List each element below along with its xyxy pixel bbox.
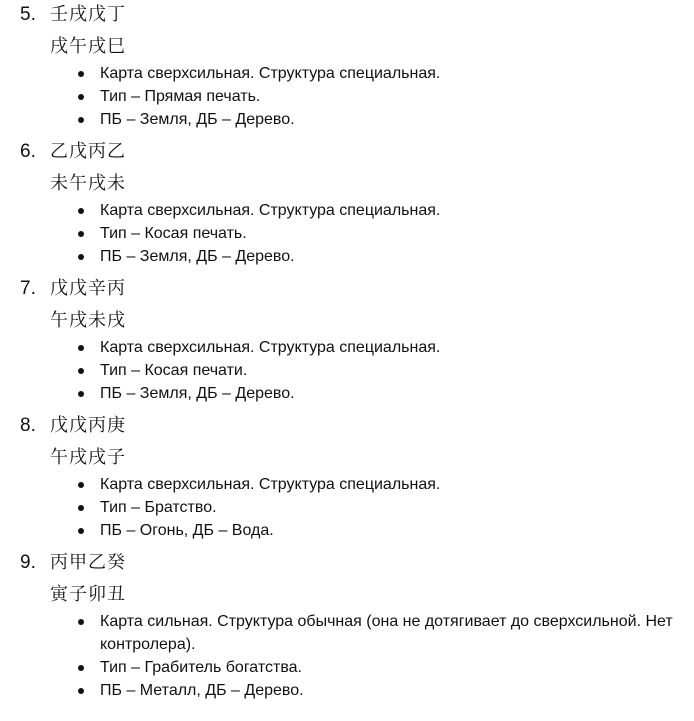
bullet-list bbox=[0, 610, 694, 702]
heavenly-stems: 戊戊丙庚 bbox=[50, 415, 126, 436]
entry-number: 7. bbox=[20, 278, 36, 299]
heavenly-stems: 丙甲乙癸 bbox=[50, 552, 126, 573]
list-item bbox=[0, 62, 694, 85]
entry-heading bbox=[20, 413, 126, 439]
entry-heading bbox=[20, 2, 126, 28]
list-item bbox=[0, 222, 694, 245]
list-item-text: ПБ – Металл, ДБ – Дерево. bbox=[100, 682, 304, 699]
chart-entry-7 bbox=[0, 274, 694, 411]
bullet-icon bbox=[78, 505, 84, 511]
list-item bbox=[0, 85, 694, 108]
bullet-icon bbox=[78, 345, 84, 351]
list-item bbox=[0, 519, 694, 542]
entry-number: 9. bbox=[20, 552, 36, 573]
list-item bbox=[0, 679, 694, 702]
earthly-branches: 未午戌未 bbox=[50, 173, 126, 194]
list-item bbox=[0, 496, 694, 519]
list-item-text: Карта сверхсильная. Структура специальная. bbox=[100, 202, 441, 219]
bullet-icon bbox=[78, 368, 84, 374]
chart-entry-5 bbox=[0, 0, 694, 137]
list-item-text: Карта сверхсильная. Структура специальная. bbox=[100, 476, 441, 493]
list-item bbox=[0, 199, 694, 222]
chart-entry-8 bbox=[0, 411, 694, 548]
list-item bbox=[0, 610, 694, 656]
bullet-icon bbox=[78, 94, 84, 100]
chart-entry-6 bbox=[0, 137, 694, 274]
bullet-icon bbox=[78, 391, 84, 397]
list-item bbox=[0, 359, 694, 382]
list-item bbox=[0, 245, 694, 268]
bullet-list bbox=[0, 336, 694, 405]
list-item-text: Тип – Косая печати. bbox=[100, 362, 248, 379]
list-item bbox=[0, 382, 694, 405]
bullet-icon bbox=[78, 619, 84, 625]
list-item bbox=[0, 108, 694, 131]
bullet-icon bbox=[78, 665, 84, 671]
bullet-icon bbox=[78, 208, 84, 214]
list-item-text: ПБ – Земля, ДБ – Дерево. bbox=[100, 248, 295, 265]
list-item bbox=[0, 336, 694, 359]
bullet-icon bbox=[78, 71, 84, 77]
entry-heading bbox=[20, 139, 126, 165]
bullet-list bbox=[0, 199, 694, 268]
entry-heading bbox=[20, 276, 126, 302]
entry-number: 6. bbox=[20, 141, 36, 162]
chart-entry-9 bbox=[0, 548, 694, 721]
entry-number: 5. bbox=[20, 4, 36, 25]
heavenly-stems: 戊戊辛丙 bbox=[50, 278, 126, 299]
list-item-text: ПБ – Земля, ДБ – Дерево. bbox=[100, 385, 295, 402]
bullet-icon bbox=[78, 688, 84, 694]
list-item bbox=[0, 656, 694, 679]
list-item-text: Тип – Братство. bbox=[100, 499, 217, 516]
bullet-icon bbox=[78, 482, 84, 488]
list-item-text: Карта сверхсильная. Структура специальная. bbox=[100, 339, 441, 356]
list-item-text: Карта сверхсильная. Структура специальная. bbox=[100, 65, 441, 82]
earthly-branches: 戌午戌巳 bbox=[50, 36, 126, 57]
earthly-branches: 寅子卯丑 bbox=[50, 584, 126, 605]
entry-number: 8. bbox=[20, 415, 36, 436]
list-item-text: Тип – Прямая печать. bbox=[100, 88, 261, 105]
list-item-text: ПБ – Огонь, ДБ – Вода. bbox=[100, 522, 274, 539]
earthly-branches: 午戌戌子 bbox=[50, 447, 126, 468]
bullet-icon bbox=[78, 254, 84, 260]
list-item bbox=[0, 473, 694, 496]
list-item-text: Карта сильная. Структура обычная (она не дотягивает до сверхсильной. Нет контролера). bbox=[100, 613, 673, 653]
entry-heading bbox=[20, 550, 126, 576]
list-item-text: Тип – Косая печать. bbox=[100, 225, 247, 242]
bullet-icon bbox=[78, 231, 84, 237]
bullet-icon bbox=[78, 117, 84, 123]
bullet-list bbox=[0, 62, 694, 131]
heavenly-stems: 乙戊丙乙 bbox=[50, 141, 126, 162]
list-item-text: ПБ – Земля, ДБ – Дерево. bbox=[100, 111, 295, 128]
bullet-icon bbox=[78, 528, 84, 534]
earthly-branches: 午戌未戌 bbox=[50, 310, 126, 331]
bullet-list bbox=[0, 473, 694, 542]
list-item-text: Тип – Грабитель богатства. bbox=[100, 659, 302, 676]
heavenly-stems: 壬戌戊丁 bbox=[50, 4, 126, 25]
